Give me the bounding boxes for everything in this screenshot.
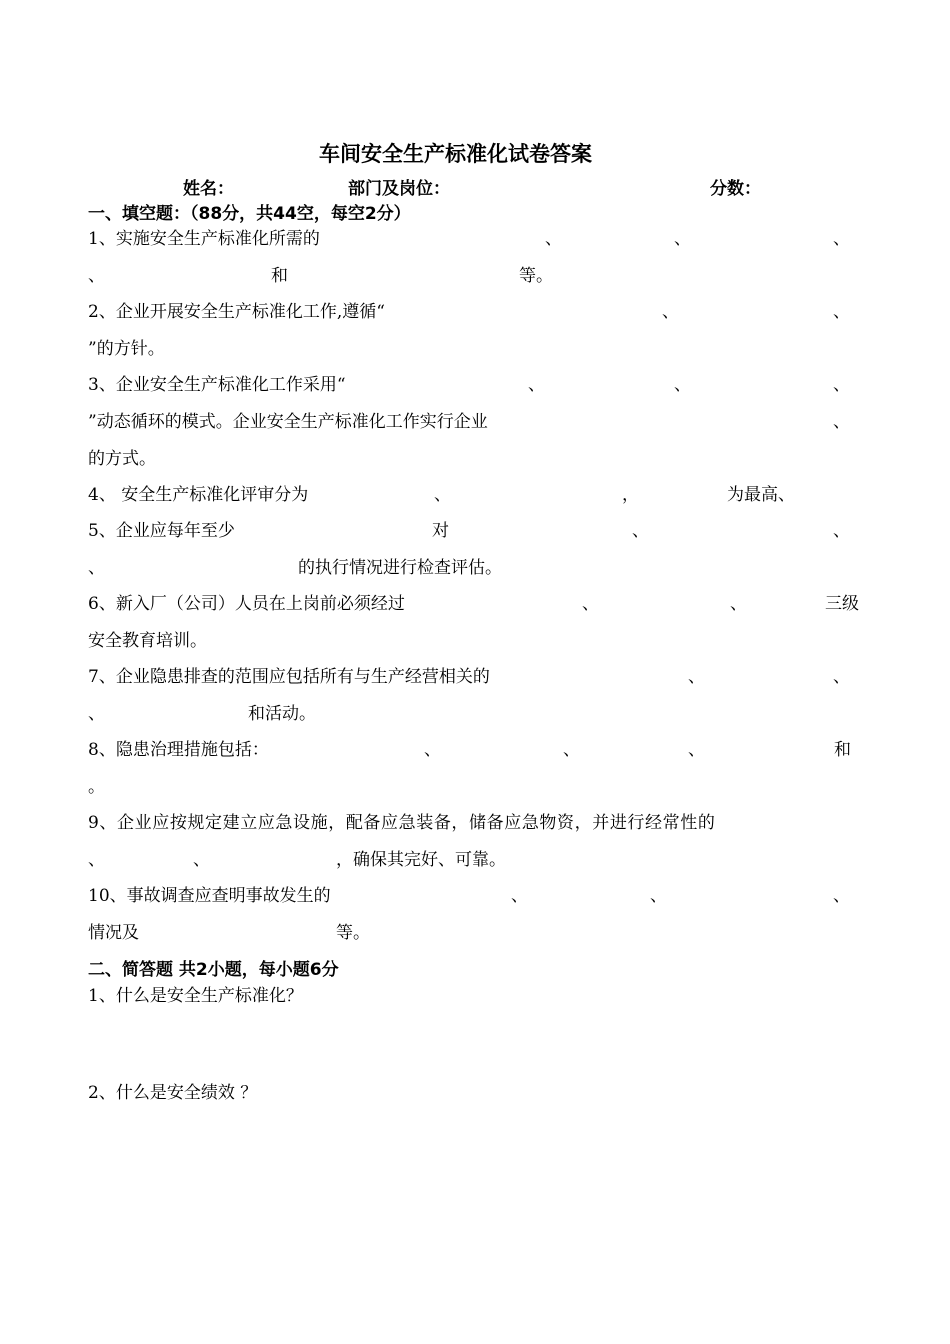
- q6-sep: 、: [582, 594, 599, 614]
- q9-end: ，确保其完好、可靠。: [336, 850, 506, 870]
- q6-end: 安全教育培训。: [88, 631, 207, 651]
- q2-sep: 、: [662, 302, 679, 322]
- q10-end: 等。: [336, 923, 370, 943]
- q3-sep: 、: [674, 375, 691, 395]
- q2-end: ”的方针。: [88, 339, 165, 359]
- q7-sep: 、: [833, 667, 850, 687]
- short-answer-q2: 2、什么是安全绩效 ？: [88, 1083, 258, 1103]
- q9-sep: 、: [88, 850, 105, 870]
- q7-sep: 、: [688, 667, 705, 687]
- q3-sep: 、: [833, 375, 850, 395]
- q3-sep: 、: [528, 375, 545, 395]
- page-title: 车间安全生产标准化试卷答案: [319, 142, 592, 166]
- q4-text: 4、 安全生产标准化评审分为: [88, 485, 309, 505]
- q8-and: 和: [834, 740, 851, 760]
- q2-text: 2、企业开展安全生产标准化工作,遵循“: [88, 302, 385, 322]
- q8-sep: 、: [563, 740, 580, 760]
- q1-text: 1、实施安全生产标准化所需的: [88, 229, 320, 249]
- q6-text: 6、新入厂（公司）人员在上岗前必须经过: [88, 594, 405, 614]
- q10-sep: 、: [511, 886, 528, 906]
- q1-and: 和: [271, 266, 288, 286]
- q1-sep: 、: [545, 229, 562, 249]
- q5-sep: 、: [833, 521, 850, 541]
- dept-label: 部门及岗位：: [348, 179, 450, 199]
- q10-sep: 、: [833, 886, 850, 906]
- q2-sep: 、: [833, 302, 850, 322]
- q1-sep: 、: [674, 229, 691, 249]
- score-label: 分数：: [710, 179, 761, 199]
- q8-sep: 、: [424, 740, 441, 760]
- q1-sep: 、: [833, 229, 850, 249]
- q5-end: 的执行情况进行检查评估。: [298, 558, 502, 578]
- q9-sep: 、: [193, 850, 210, 870]
- q8-text: 8、隐患治理措施包括：: [88, 740, 269, 760]
- q5-text: 对: [432, 521, 449, 541]
- name-label: 姓名：: [183, 179, 234, 199]
- q3-sep: 、: [833, 412, 850, 432]
- q7-sep: 、: [88, 704, 105, 724]
- short-answer-q1: 1、什么是安全生产标准化？: [88, 986, 303, 1006]
- q1-sep: 、: [88, 266, 105, 286]
- q5-sep: 、: [632, 521, 649, 541]
- q6-text: 三级: [825, 594, 859, 614]
- q8-end: 。: [88, 777, 105, 797]
- q10-text: 10、事故调查应查明事故发生的: [88, 886, 331, 906]
- section1-heading: 一、填空题：（88分，共44空，每空2分）: [88, 204, 411, 224]
- q3-text: 3、企业安全生产标准化工作采用“: [88, 375, 346, 395]
- q4-end: 为最高、: [727, 485, 795, 505]
- section2-heading: 二、简答题 共2小题，每小题6分: [88, 960, 339, 980]
- q10-sep: 、: [650, 886, 667, 906]
- q5-text: 5、企业应每年至少: [88, 521, 235, 541]
- q3-text: ”动态循环的模式。企业安全生产标准化工作实行企业: [88, 412, 488, 432]
- q6-sep: 、: [730, 594, 747, 614]
- q9-text: 9、企业应按规定建立应急设施，配备应急装备，储备应急物资，并进行经常性的: [88, 813, 716, 833]
- q7-text: 7、企业隐患排查的范围应包括所有与生产经营相关的: [88, 667, 490, 687]
- q10-text: 情况及: [88, 923, 139, 943]
- q1-end: 等。: [519, 266, 553, 286]
- q3-end: 的方式。: [88, 449, 156, 469]
- q4-sep: ，: [622, 485, 639, 505]
- q5-sep: 、: [88, 558, 105, 578]
- q7-end: 和活动。: [248, 704, 316, 724]
- q4-sep: 、: [434, 485, 451, 505]
- q8-sep: 、: [688, 740, 705, 760]
